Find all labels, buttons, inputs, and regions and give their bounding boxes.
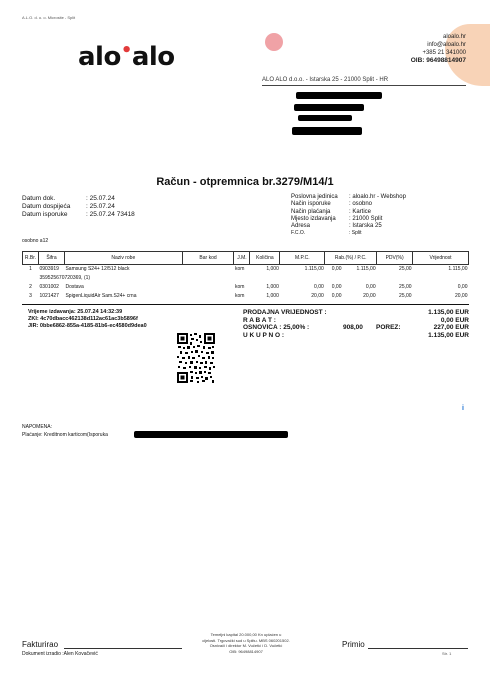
cell-mpc: 0,00 — [314, 284, 324, 290]
info-label: Način isporuke — [291, 201, 331, 208]
legal-line: Osnivači i direktor M. Vučetić i D. Vučetić — [209, 643, 283, 648]
redacted-customer-line — [292, 127, 362, 135]
cell-um: kom — [234, 293, 245, 299]
cell-code: 1021427 — [39, 293, 59, 299]
totals-block — [243, 309, 469, 339]
contact-site: aloalo.hr — [442, 34, 466, 40]
zki-code: ZKI: 4c70dbacc462138d112ac61ac3b5896f — [28, 316, 138, 322]
cell-pdv: 25,00 — [399, 293, 412, 299]
discount-label: R A B A T : — [243, 316, 276, 324]
note-title: NAPOMENA: — [22, 424, 53, 430]
item-name: Samsung S24+ 12/512 black — [65, 266, 130, 272]
info-label: Adresa — [291, 223, 311, 230]
company-logo — [78, 40, 175, 72]
company-line: ALO ALO d.o.o. - Istarska 25 - 21000 Split - HR — [262, 77, 389, 83]
page-number: Str. 1 — [442, 651, 452, 656]
header-divider — [262, 85, 466, 86]
table-header-row — [23, 252, 469, 265]
info-value: : Kartice — [349, 208, 372, 215]
contact-email: info@aloalo.hr — [427, 42, 466, 48]
cell-name: SpigenLiquidAir Sam.S24+ crna — [65, 293, 137, 299]
document-author: Dokument izradio :Alen Kovačević — [22, 651, 98, 657]
note-text: Plaćanje: Kreditnom karticom(Isporuka — [22, 432, 108, 438]
col-header: R.Br. — [23, 252, 39, 265]
date-row — [22, 195, 135, 203]
date-row — [22, 211, 135, 219]
fiscal-block — [28, 309, 147, 330]
logo-dot: • — [120, 40, 132, 61]
info-value: : Istarska 25 — [349, 223, 382, 230]
contact-block — [411, 33, 466, 65]
cell-um: kom — [234, 284, 245, 290]
date-value: : 25.07.24 — [86, 203, 115, 210]
rab-percent: 0,00 — [331, 293, 342, 299]
table-row-sub — [23, 274, 469, 283]
invoiced-by-label: Fakturirao — [22, 640, 59, 649]
base-value: 908,00 — [343, 324, 363, 331]
table-bottom-rule — [22, 304, 469, 305]
contact-phone: +385 21 341000 — [422, 50, 466, 56]
cell-name: Dostava — [65, 284, 84, 290]
date-row — [22, 203, 135, 211]
header-meta: A.L.O. d. o. o. Microsite - Split — [22, 15, 76, 20]
info-row — [291, 201, 406, 208]
cell-mpc: 1.115,00 — [304, 266, 324, 272]
date-label: Datum dok. — [22, 195, 56, 202]
total-label: U K U P N O : — [243, 331, 285, 339]
issue-time: Vrijeme izdavanja: 25.07.24 14:32:39 — [28, 309, 123, 315]
sale-label: PRODAJNA VRIJEDNOST : — [243, 309, 327, 316]
col-header: M.P.C. — [280, 252, 325, 265]
info-label: F.C.O. — [291, 230, 306, 237]
cell-mpc: 20,00 — [311, 293, 324, 299]
cell-pdv: 25,00 — [399, 284, 412, 290]
item-serial: 359525670720369, (1) — [39, 275, 91, 281]
total-row — [243, 309, 469, 317]
info-row — [291, 216, 406, 223]
info-row — [291, 209, 406, 216]
cell-code: 0301002 — [39, 284, 59, 290]
cell-code: 0903919 — [39, 266, 59, 272]
table-row — [23, 265, 469, 275]
col-header: PDV(%) — [377, 252, 413, 265]
legal-line: Temeljni kapital 20.000,00 Kn uplaćen u — [210, 632, 282, 637]
cell-name — [64, 265, 182, 275]
col-header: Bar kod — [182, 252, 234, 265]
redacted-note — [134, 431, 288, 438]
cell-no: 1 — [29, 266, 32, 272]
col-header: J.M. — [234, 252, 250, 265]
cell-value: 1.115,00 — [448, 266, 468, 272]
cell-barcode — [182, 292, 234, 301]
cell-qty: 1,000 — [266, 266, 279, 272]
redacted-customer-line — [298, 115, 352, 121]
table-row — [23, 292, 469, 301]
total-row — [243, 332, 469, 340]
total-row — [243, 317, 469, 325]
dates-block — [22, 195, 135, 219]
cell-um: kom — [234, 266, 245, 272]
rab-price: 1.115,00 — [356, 266, 376, 272]
cell-qty: 1,000 — [266, 284, 279, 290]
side-mark: i — [462, 405, 464, 412]
signature-line-right — [368, 648, 468, 649]
date-value: : 25.07.24 — [86, 195, 115, 202]
rab-price: 20,00 — [363, 293, 376, 299]
legal-line: OIB: 96498814907 — [229, 648, 263, 654]
table-row — [23, 283, 469, 292]
rab-percent: 0,00 — [331, 284, 342, 290]
logo-text-right: alo — [131, 42, 175, 72]
rab-percent: 0,00 — [331, 266, 342, 272]
qr-code — [177, 333, 215, 383]
redacted-customer-name — [296, 92, 382, 99]
date-label: Datum isporuke — [22, 211, 68, 218]
cell-value: 0,00 — [457, 284, 468, 290]
rab-price: 0,00 — [365, 284, 376, 290]
info-value: : osobno — [349, 201, 373, 208]
col-header: Naziv robe — [64, 252, 182, 265]
contact-oib: OIB: 96498814907 — [410, 57, 466, 64]
operator-label: osobno a12 — [22, 238, 49, 244]
jir-code: JIR: 0bbe6862-855a-4185-81b6-ec4580d9dea0 — [28, 323, 147, 329]
received-by-label: Primio — [342, 640, 365, 649]
col-header: Šifra — [38, 252, 64, 265]
sale-value: 1.135,00 EUR — [428, 309, 469, 316]
cell-barcode — [182, 265, 234, 275]
signature-line-left — [64, 648, 182, 649]
info-value: : aloalo.hr - Webshop — [349, 194, 406, 200]
cell-barcode — [182, 283, 234, 292]
cell-rab — [325, 292, 377, 301]
redacted-customer-line — [294, 104, 364, 111]
info-block — [291, 194, 406, 238]
info-label: Poslovna jedinica — [291, 194, 338, 200]
info-label: Mjesto izdavanja — [291, 215, 336, 222]
info-row — [291, 194, 406, 201]
cell-rab — [325, 283, 377, 292]
cell-value: 20,00 — [454, 293, 468, 299]
cell-qty: 1,000 — [266, 293, 279, 299]
info-value: : 21000 Split — [349, 215, 383, 222]
base-label: OSNOVICA : 25,00% : — [243, 324, 310, 331]
info-row — [291, 230, 406, 237]
tax-label: POREZ: — [376, 324, 401, 331]
col-header: Rab.(%) / P.C. — [325, 252, 377, 265]
legal-line: cijelosti. Trgovački sud u Splitu. MBS 060201502. — [202, 637, 290, 643]
cell-no: 2 — [29, 284, 32, 290]
date-value: : 25.07.24 73418 — [86, 211, 135, 218]
document-title: Račun - otpremnica br.3279/M14/1 — [156, 176, 334, 188]
info-row — [291, 223, 406, 230]
col-header: Količina — [250, 252, 280, 265]
info-label: Način plaćanja — [291, 208, 331, 215]
logo-text-left: alo — [78, 42, 121, 72]
tax-value: 227,00 EUR — [433, 324, 469, 331]
discount-value: 0,00 EUR — [440, 316, 469, 324]
total-value: 1.135,00 EUR — [428, 331, 469, 339]
decor-circle — [265, 33, 283, 51]
cell-no: 3 — [29, 293, 32, 299]
items-table — [22, 251, 469, 301]
legal-block — [186, 632, 306, 654]
info-value: : Split — [349, 230, 362, 237]
cell-rab — [325, 265, 377, 275]
cell-pdv: 25,00 — [399, 266, 412, 272]
col-header: Vrijednost — [413, 252, 469, 265]
total-row — [243, 324, 469, 332]
date-label: Datum dospijeća — [22, 203, 71, 210]
